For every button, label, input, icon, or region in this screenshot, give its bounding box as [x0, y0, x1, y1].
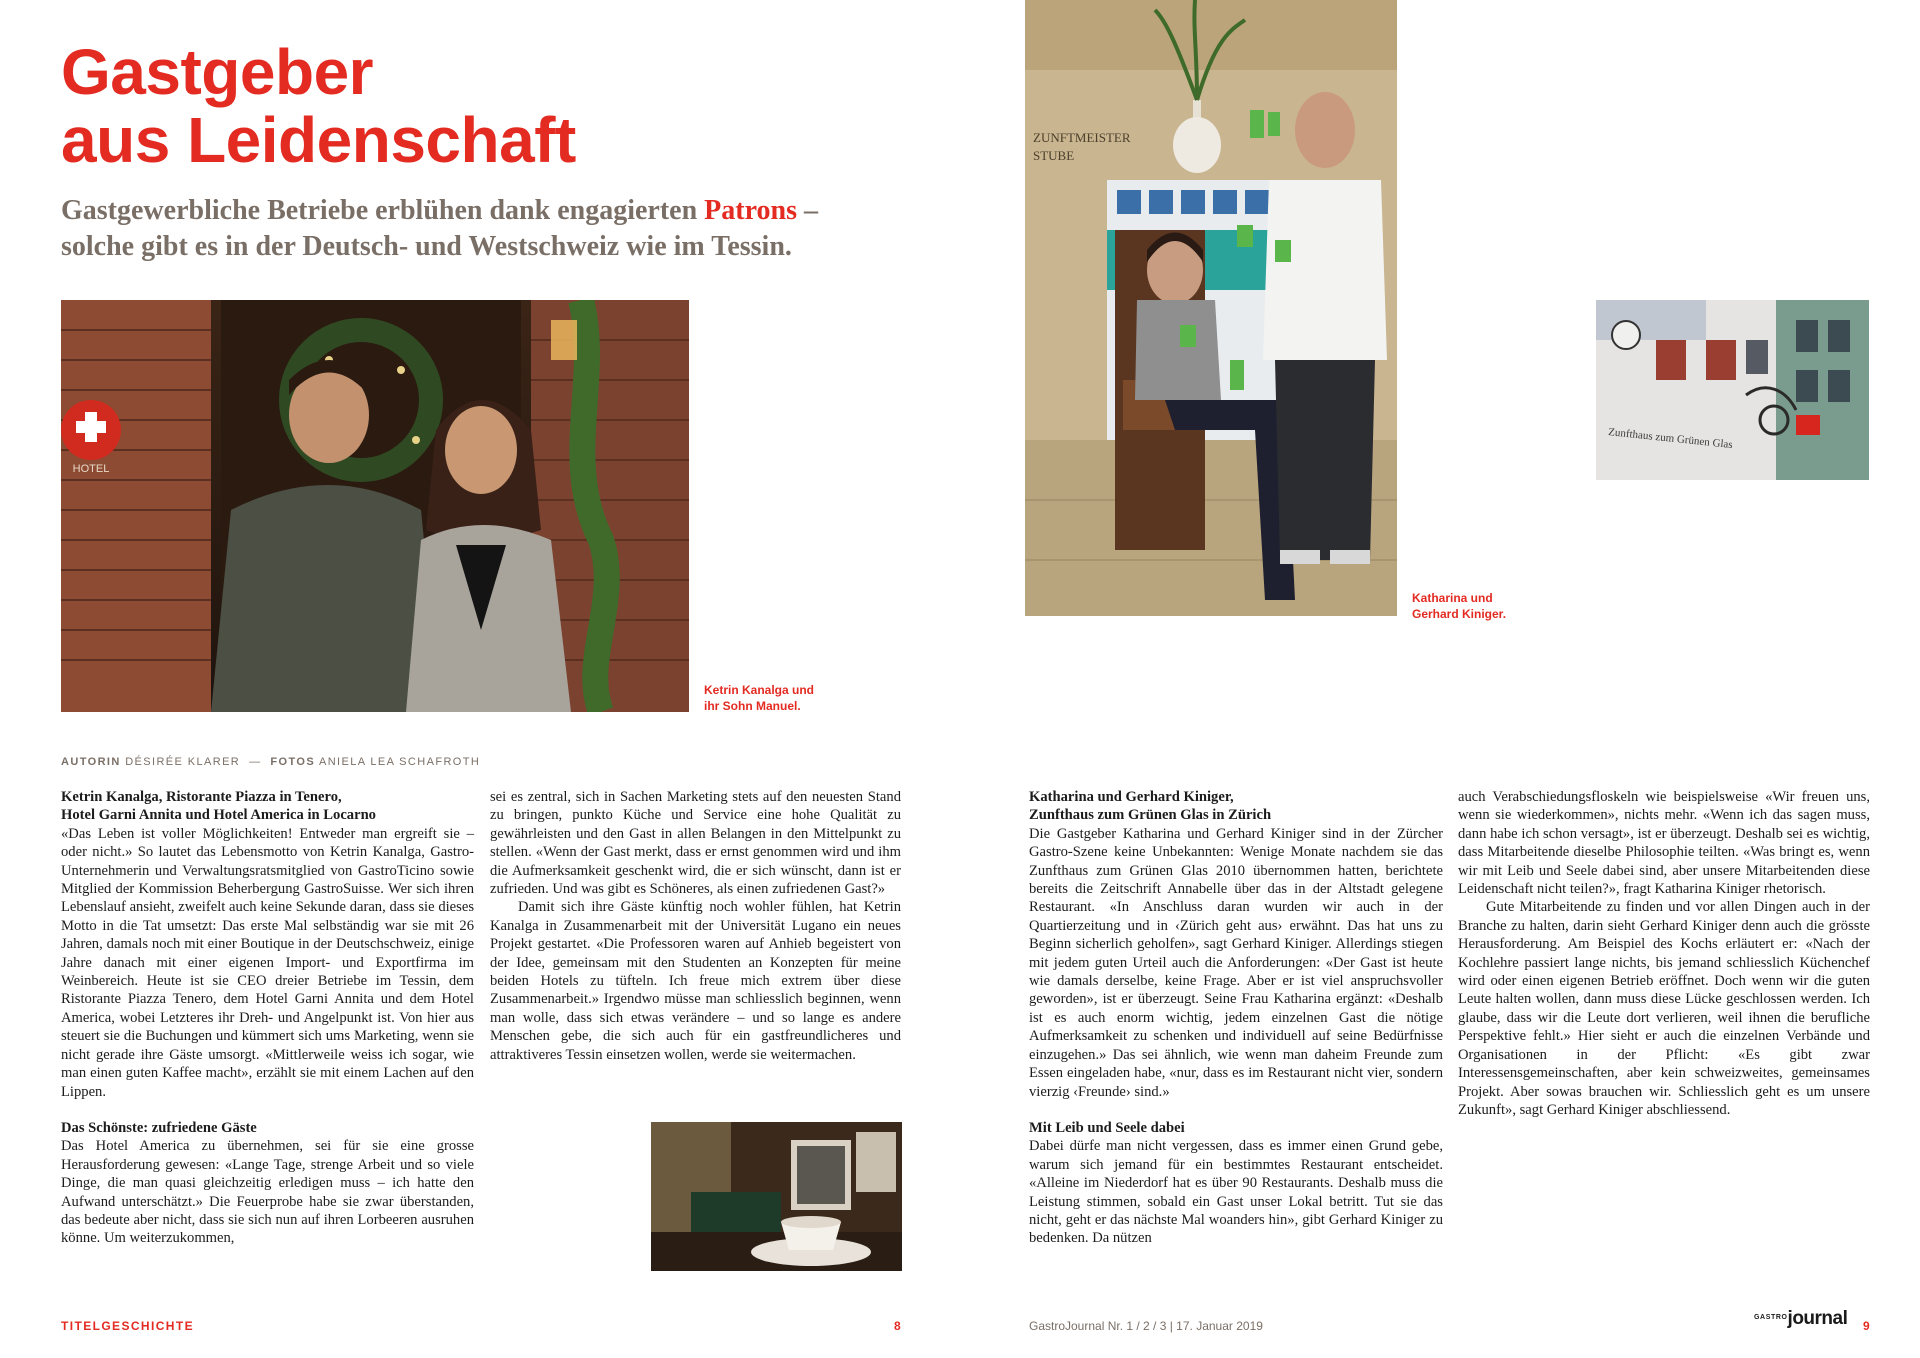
paragraph-2: Damit sich ihre Gäste künftig noch wohler fühlen, hat Ketrin Kanalga in Zusammenarbeit mit der Universität Lugano ein neues Projekt gestartet. «Die Professoren waren auf Anhieb begeistert von der Idee, gemeinsam mit den Studenten an Konzepten für meine beiden Hotels zu tüfteln. Ich freue mich extrem über diese Zusammenarbeit.» Irgendwo müsse man schliesslich beginnen, wenn man wolle, dass sich etwas verändere – und so lange es andere Menschen gebe, die sich auch für ein gastfreundlicheres und attraktiveres Tessin einsetzen wollen, werde sie weitermachen. — [490, 899, 901, 1063]
photo-facade — [1596, 300, 1869, 480]
photo-kiniger — [1025, 0, 1397, 616]
heading-line-1: Ketrin Kanalga, Ristorante Piazza in Tenero, — [61, 789, 342, 805]
section-heading — [1029, 788, 1443, 825]
heading-line-1: Katharina und Gerhard Kiniger, — [1029, 789, 1234, 805]
byline-photo-label: FOTOS — [270, 756, 316, 768]
deck-line-2: solche gibt es in der Deutsch- und Westschweiz wie im Tessin. — [61, 231, 792, 262]
footer-page-number-right: 9 — [1863, 1319, 1872, 1333]
byline-photographer: ANIELA LEA SCHAFROTH — [318, 756, 481, 768]
paragraph-2: Das Hotel America zu übernehmen, sei für sie eine grosse Herausforderung gewesen: «Lange Tage, strenge Arbeit und so viele Dinge, die man quasi gleichzeitig erledigen muss – ich hatte den Aufwand unterschätzt.» Die Feuerprobe habe sie zwar überstanden, das bedeute aber nicht, dass sie sich nun auf ihren Lorbeeren ausruhen könne. Um weiterzukommen, — [61, 1138, 474, 1247]
section-heading-2: Das Schönste: zufriedene Gäste — [61, 1119, 257, 1136]
photo-kanalga — [61, 300, 689, 712]
column-1 — [61, 788, 474, 1248]
paragraph: «Das Leben ist voller Möglichkeiten! Entweder man ergreift sie – oder nicht.» So lautet das Lebensmotto von Ketrin Kanalga, Gastro-Unternehmerin und Verwaltungsratsmitglied von GastroTicino sowie Mitglied der Kommission Beherbergung GastroSuisse. Wer sich ihren Lebenslauf ansieht, zweifelt auch keine Sekunde daran, dass sie dieses Motto in die Tat umsetzt: Das erste Mal selbständig war sie mit 26 Jahren, damals noch mit einer Boutique in der Deutschschweiz, einige Jahre danach mit einer eigenen Import- und Exportfirma im Weinbereich. Heute ist sie CEO dreier Betriebe im Tessin, dem Ristorante Piazza Tenero, dem Hotel Garni Annita und dem Hotel America, wobei Letzteres ihr Dreh- und Angelpunkt ist. Von hier aus steuert sie die Buchungen und kümmert sich ums Marketing, wenn sie nicht gerade ihre Gäste umsorgt. «Mittlerweile weiss ich sogar, wie man einen guten Kaffee macht», erzählt sie mit einem Lachen auf den Lippen. — [61, 825, 474, 1100]
byline-author: DÉSIRÉE KLARER — [125, 756, 241, 768]
deck-accent: Patrons — [704, 195, 797, 226]
column-2 — [490, 788, 901, 1064]
article-headline — [61, 38, 781, 174]
caption-kiniger-line-2: Gerhard Kiniger. — [1412, 607, 1507, 621]
hotel-sign-text: HOTEL — [72, 463, 110, 475]
column-4 — [1458, 788, 1870, 1119]
column-3 — [1029, 788, 1443, 1248]
paragraph-2: Gute Mitarbeitende zu finden und vor allen Dingen auch in der Branche zu halten, darin sieht Gerhard Kiniger denn auch die grösste Herausforderung. Am Beispiel des Kochs erläutert er: «Nach der Kochlehre passiert lange nichts, bis jemand schliesslich Küchenchef wird oder einen eigenen Betrieb eröffnet. Doch wenn wir die guten Leute halten wollen, dann muss diese Lücke geschlossen werden. Ich glaube, dass wir die Leute dort verlieren, weil ihnen die berufliche Perspektive fehlt.» Hier sieht er auch die einzelnen Verbände und Organisationen in der Pflicht: «Es gibt zwar Interessensgemeinschaften, aber kein schweizweites, gemeinsames Projekt. Aber sowas brauchen wir. Schliesslich geht es um unsere Zukunft», sagt Gerhard Kiniger abschliessend. — [1458, 899, 1870, 1118]
stube-sign-line-1: ZUNFTMEISTER — [1033, 130, 1131, 145]
footer-page-number-left: 8 — [894, 1319, 903, 1333]
paragraph: sei es zentral, sich in Sachen Marketing stets auf den neuesten Stand zu bringen, punkto Küche und Service eine hohe Qualität zu gewährleisten und den Gast in allen Belangen in den Mittelpunkt zu stellen. «Wenn der Gast merkt, dass er ernst genommen wird und ihm die Aufmerksamkeit geschenkt wird, die er sich wünscht, dann ist er zufrieden. Und was gibt es Schöneres, als einen zufriedenen Gast?» — [490, 789, 901, 898]
paragraph: Die Gastgeber Katharina und Gerhard Kiniger sind in der Zürcher Gastro-Szene keine Unbekannten: Wenige Monate nachdem sie das Zunfthaus zum Grünen Glas 2010 übernommen hatten, berichtete bereits die Zeitschrift Annabelle über das in der Altstadt gelegene Restaurant. «In Anschluss daran wurden wir auch in der Quartierzeitung und in ‹Zürich geht aus› erwähnt. Das hat uns zu Beginn sicherlich geholfen», sagt Gerhard Kiniger. Allerdings stiegen mit jedem guten Urteil auch die Anforderungen: «Der Gast ist heute wie damals derselbe, keine Frage. Aber er ist viel anspruchsvoller geworden», ist er überzeugt. Seine Frau Katharina ergänzt: «Deshalb ist es auch enorm wichtig, jedem einzelnen Gast die nötige Aufmerksamkeit zu schenken und individuell auf seine Bedürfnisse einzugehen.» Das sei ähnlich, wie wenn man daheim Freunde zum Essen eingeladen habe, «nur, dass es im Restaurant nicht vier, sondern vierzig ‹Freunde› sind.» — [1029, 825, 1443, 1100]
deck-text-1: Gastgewerbliche Betriebe erblühen dank engagierten — [61, 195, 705, 226]
facade-sign-text: Zunfthaus zum Grünen Glas — [1607, 426, 1734, 452]
section-heading — [61, 788, 474, 825]
headline-line-2: aus Leidenschaft — [61, 104, 576, 176]
heading-line-2: Zunfthaus zum Grünen Glas in Zürich — [1029, 807, 1272, 824]
brand-big: journal — [1787, 1308, 1848, 1329]
caption-kanalga-line-2: ihr Sohn Manuel. — [704, 699, 801, 713]
article-deck — [61, 193, 921, 265]
right-page — [960, 0, 1920, 1358]
byline — [61, 756, 661, 768]
paragraph: auch Verabschiedungsfloskeln wie beispielsweise «Wir freuen uns, wenn sie wiederkommen», nichts mehr. «Wenn ich das sagen muss, dann habe ich schon versagt», ist er überzeugt. Deshalb sei es wichtig, dass Mitarbeitende dieselbe Philosophie teilten. «Was bringt es, wenn wir mit Leib und Seele dabei sind, aber unsere Mitarbeitenden diese Leidenschaft nicht teilen?», fragt Katharina Kiniger rhetorisch. — [1458, 789, 1870, 898]
heading-line-2: Hotel Garni Annita und Hotel America in Locarno — [61, 807, 376, 824]
byline-separator: — — [249, 756, 262, 768]
section-heading-2: Mit Leib und Seele dabei — [1029, 1119, 1185, 1136]
brand-logo — [1754, 1308, 1847, 1330]
caption-kiniger-line-1: Katharina und — [1412, 591, 1493, 605]
byline-author-label: AUTORIN — [61, 756, 121, 768]
caption-kanalga — [704, 682, 814, 714]
caption-kiniger — [1412, 590, 1506, 622]
brand-small: GASTRO — [1754, 1314, 1788, 1321]
caption-kanalga-line-1: Ketrin Kanalga und — [704, 683, 815, 697]
footer-section: TITELGESCHICHTE — [61, 1319, 195, 1333]
headline-line-1: Gastgeber — [61, 36, 374, 108]
paragraph-2: Dabei dürfe man nicht vergessen, dass es immer einen Grund gebe, warum sich jemand für ein bestimmtes Restaurant entscheidet. «Alleine im Niederdorf hat es über 90 Restaurants. Deshalb muss die Leistung stimmen, sobald ein Gast unser Lokal betritt. Tut sie das nicht, geht er das nächste Mal woanders hin», gibt Gerhard Kiniger zu bedenken. Da nützen — [1029, 1138, 1443, 1247]
stube-sign-line-2: STUBE — [1033, 148, 1075, 163]
photo-coffee — [651, 1122, 902, 1271]
deck-text-2: – — [796, 195, 818, 226]
footer-issue: GastroJournal Nr. 1 / 2 / 3 | 17. Januar 2019 — [1029, 1319, 1263, 1333]
